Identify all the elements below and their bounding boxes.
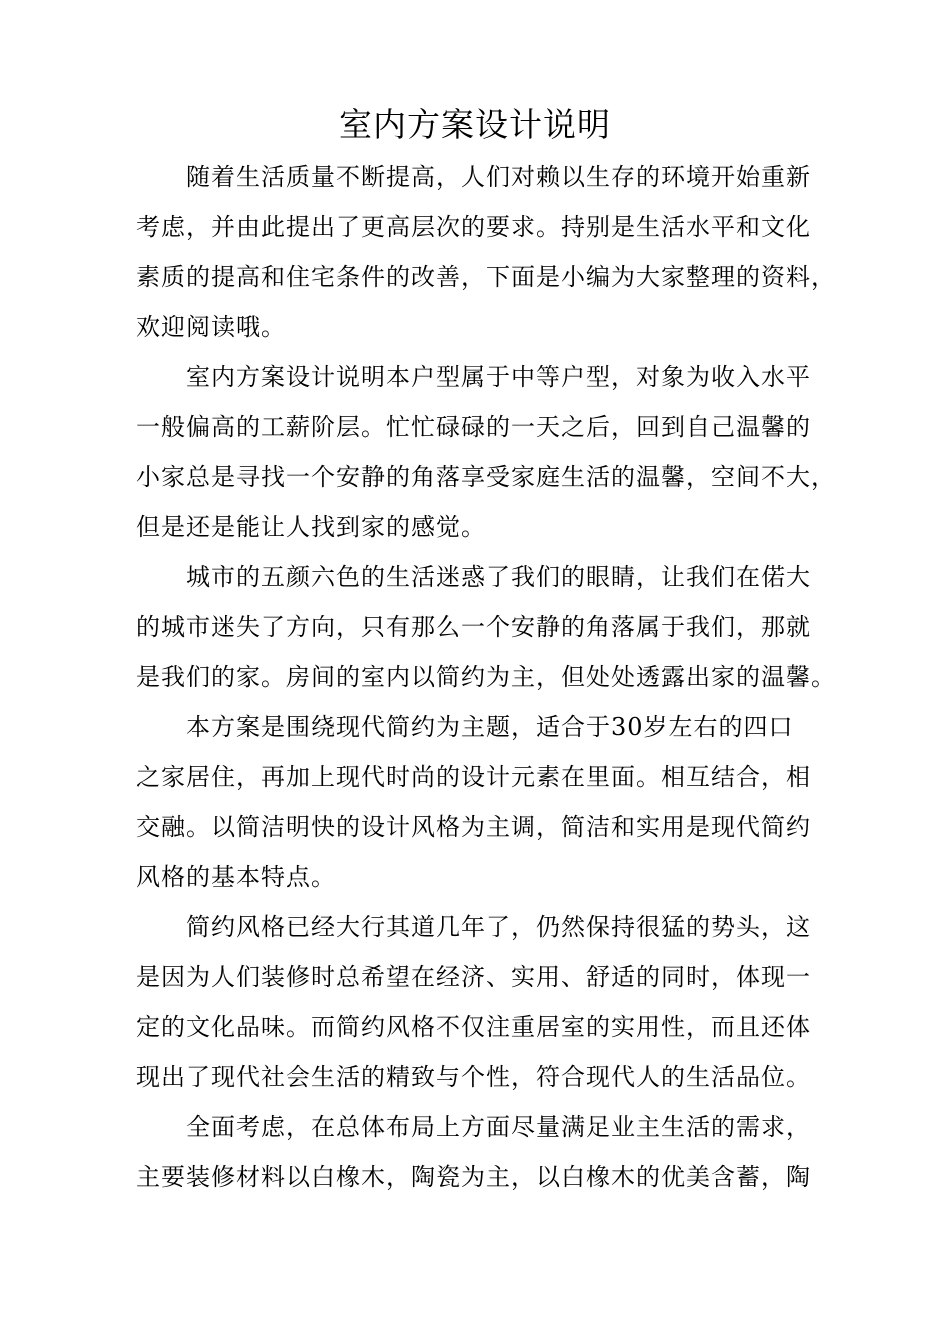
text-line: 全面考虑，在总体布局上方面尽量满足业主生活的需求， <box>186 1113 811 1141</box>
text-line: 主要装修材料以白橡木，陶瓷为主，以白橡木的优美含蓄，陶 <box>136 1163 811 1191</box>
text-line: 一般偏高的工薪阶层。忙忙碌碌的一天之后，回到自己温馨的 <box>136 413 811 441</box>
text-line: 之家居住，再加上现代时尚的设计元素在里面。相互结合，相 <box>136 763 811 791</box>
text-line: 是我们的家。房间的室内以简约为主，但处处透露出家的温馨。 <box>136 663 836 691</box>
text-line: 是因为人们装修时总希望在经济、实用、舒适的同时，体现一 <box>136 963 811 991</box>
text-line: 欢迎阅读哦。 <box>136 313 286 341</box>
text-line: 风格的基本特点。 <box>136 863 336 891</box>
page-title: 室内方案设计说明 <box>339 105 611 144</box>
text-line: 的城市迷失了方向，只有那么一个安静的角落属于我们，那就 <box>136 613 811 641</box>
text-line: 本方案是围绕现代简约为主题，适合于30岁左右的四口 <box>186 713 794 741</box>
text-line: 交融。以简洁明快的设计风格为主调，简洁和实用是现代简约 <box>136 813 811 841</box>
text-line: 随着生活质量不断提高，人们对赖以生存的环境开始重新 <box>186 163 811 191</box>
text-line: 但是还是能让人找到家的感觉。 <box>136 513 486 541</box>
text-line: 室内方案设计说明本户型属于中等户型，对象为收入水平 <box>186 363 811 391</box>
text-line: 小家总是寻找一个安静的角落享受家庭生活的温馨，空间不大， <box>136 463 836 491</box>
text-line: 简约风格已经大行其道几年了，仍然保持很猛的势头，这 <box>186 913 811 941</box>
text-line: 素质的提高和住宅条件的改善，下面是小编为大家整理的资料， <box>136 263 836 291</box>
text-line: 城市的五颜六色的生活迷惑了我们的眼睛，让我们在偌大 <box>186 563 811 591</box>
text-line: 定的文化品味。而简约风格不仅注重居室的实用性，而且还体 <box>136 1013 811 1041</box>
text-line: 考虑，并由此提出了更高层次的要求。持别是生活水平和文化 <box>136 213 811 241</box>
text-line: 现出了现代社会生活的精致与个性，符合现代人的生活品位。 <box>136 1063 811 1091</box>
